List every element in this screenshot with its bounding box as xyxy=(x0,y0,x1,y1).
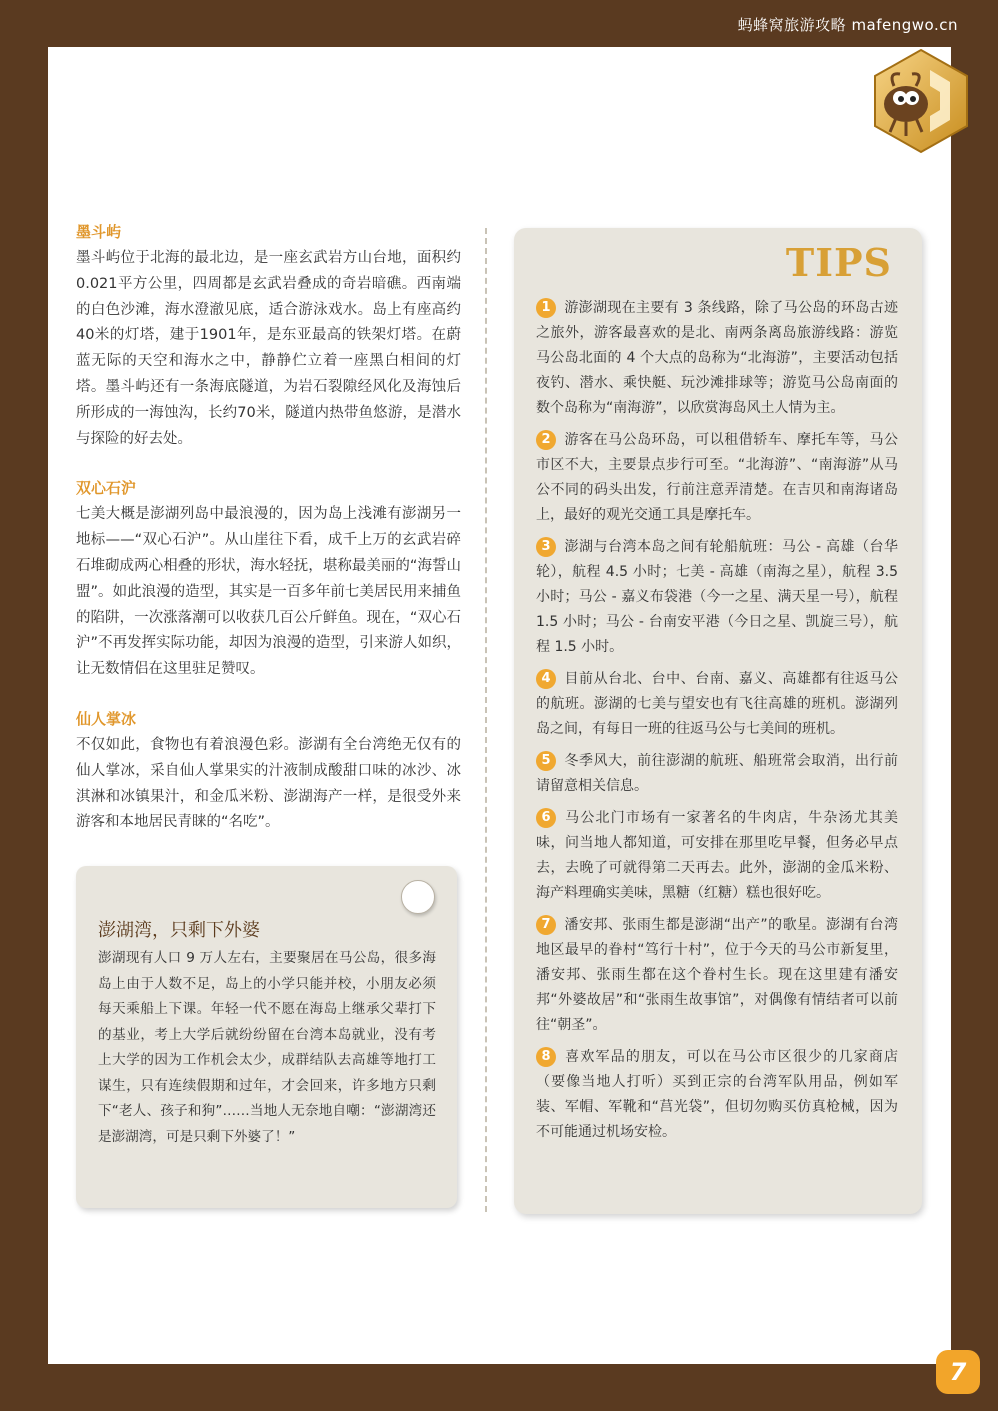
tip-number-badge: 6 xyxy=(536,808,556,828)
section-cactus-ice xyxy=(76,709,461,836)
tip-text: 游客在马公岛环岛，可以租借轿车、摩托车等，马公市区不大，主要景点步行可至。“北海游”、“南海游”从马公不同的码头出发，行前注意弄清楚。在吉贝和南海诸岛上，最好的观光交通工具是摩托车。 xyxy=(536,432,898,523)
note-body: 澎湖现有人口 9 万人左右，主要聚居在马公岛，很多海岛上由于人数不足，岛上的小学只能并校，小朋友必须每天乘船上下课。年轻一代不愿在海岛上继承父辈打下的基业，考上大学后就纷纷留在台湾本岛就业，没有考上大学的因为工作机会太少，成群结队去高雄等地打工谋生，只有连续假期和过年，才会回来，许多地方只剩下“老人、孩子和狗”……当地人无奈地自嘲：“澎湖湾还是澎湖湾，可是只剩下外婆了！” xyxy=(98,950,436,1145)
tips-list xyxy=(536,296,898,1152)
left-column xyxy=(76,222,461,862)
tip-item xyxy=(536,296,898,421)
tips-title: TIPS xyxy=(785,240,892,285)
tip-text: 马公北门市场有一家著名的牛肉店，牛杂汤尤其美味，问当地人都知道，可安排在那里吃早餐，但务必早点去，去晚了可就得第二天再去。此外，澎湖的金瓜米粉、海产料理确实美味，黑糖（红糖）糕也很好吃。 xyxy=(536,810,898,901)
column-divider xyxy=(485,228,487,1212)
section-modouyu xyxy=(76,222,461,452)
tip-item xyxy=(536,428,898,528)
tip-text: 目前从台北、台中、台南、嘉义、高雄都有往返马公的航班。澎湖的七美与望安也有飞往高雄的班机。澎湖列岛之间，有每日一班的往返马公与七美间的班机。 xyxy=(536,671,898,737)
tip-item xyxy=(536,806,898,906)
tip-number-badge: 3 xyxy=(536,537,556,557)
tip-item xyxy=(536,749,898,799)
tip-text: 澎湖与台湾本岛之间有轮船航班：马公 - 高雄（台华轮），航程 4.5 小时；七美 - 高雄（南海之星），航程 3.5 小时；马公 - 嘉义布袋港（今一之星、满天星一号），航程 1.5 小时；马公 - 台南安平港（今日之星、凯旋三号），航程 1.5 小时。 xyxy=(536,539,898,655)
page-number: 7 xyxy=(936,1350,980,1394)
note-title: 澎湖湾，只剩下外婆 xyxy=(98,920,260,941)
tip-text: 潘安邦、张雨生都是澎湖“出产”的歌星。澎湖有台湾地区最早的眷村“笃行十村”，位于今天的马公市新复里，潘安邦、张雨生都在这个眷村生长。现在这里建有潘安邦“外婆故居”和“张雨生故事馆”，对偶像有情结者可以前往“朝圣”。 xyxy=(536,917,898,1033)
section-body: 不仅如此，食物也有着浪漫色彩。澎湖有全台湾绝无仅有的仙人掌冰，采自仙人掌果实的汁液制成酸甜口味的冰沙、冰淇淋和冰镇果汁，和金瓜米粉、澎湖海产一样，是很受外来游客和本地居民青睐的“名吃”。 xyxy=(76,736,461,831)
tip-item xyxy=(536,913,898,1038)
note-card xyxy=(76,866,457,1208)
tip-item xyxy=(536,535,898,660)
tip-number-badge: 4 xyxy=(536,669,556,689)
mafengwo-logo-icon xyxy=(866,46,976,156)
section-shuangxin-shihu xyxy=(76,478,461,683)
tip-number-badge: 7 xyxy=(536,915,556,935)
tip-text: 冬季风大，前往澎湖的航班、船班常会取消，出行前请留意相关信息。 xyxy=(536,753,898,794)
pin-icon xyxy=(401,880,435,914)
section-title: 墨斗屿 xyxy=(76,223,122,241)
section-title: 仙人掌冰 xyxy=(76,709,137,728)
tip-number-badge: 5 xyxy=(536,751,556,771)
section-title: 双心石沪 xyxy=(76,479,137,498)
section-body: 墨斗屿位于北海的最北边，是一座玄武岩方山台地，面积约0.021平方公里，四周都是玄武岩叠成的奇岩暗礁。西南端的白色沙滩，海水澄澈见底，适合游泳戏水。岛上有座高约40米的灯塔，建于1901年，是东亚最高的铁架灯塔。在蔚蓝无际的天空和海水之中，静静伫立着一座黑白相间的灯塔。墨斗屿还有一条海底隧道，为岩石裂隙经风化及海蚀后所形成的一海蚀沟，长约70米，隧道内热带鱼悠游，是潜水与探险的好去处。 xyxy=(76,250,461,447)
brand-text: 蚂蜂窝旅游攻略 mafengwo.cn xyxy=(737,16,958,34)
tip-item xyxy=(536,1045,898,1145)
tips-card xyxy=(514,228,922,1214)
tip-text: 游澎湖现在主要有 3 条线路，除了马公岛的环岛古迹之旅外，游客最喜欢的是北、南两条离岛旅游线路：游览马公岛北面的 4 个大点的岛称为“北海游”，主要活动包括夜钓、潜水、乘快艇、玩沙滩排球等；游览马公岛南面的数个岛称为“南海游”，以欣赏海岛风土人情为主。 xyxy=(536,300,898,416)
tip-number-badge: 2 xyxy=(536,430,556,450)
section-body: 七美大概是澎湖列岛中最浪漫的，因为岛上浅滩有澎湖另一地标——“双心石沪”。从山崖往下看，成千上万的玄武岩碎石堆砌成两心相叠的形状，海水轻抚，堪称最美丽的“海誓山盟”。如此浪漫的造型，其实是一百多年前七美居民用来捕鱼的陷阱，一次涨落潮可以收获几百公斤鲜鱼。现在，“双心石沪”不再发挥实际功能，却因为浪漫的造型，引来游人如织，让无数情侣在这里驻足赞叹。 xyxy=(76,506,461,678)
tip-number-badge: 8 xyxy=(536,1047,556,1067)
tip-item xyxy=(536,667,898,742)
tip-number-badge: 1 xyxy=(536,298,556,318)
tip-text: 喜欢军品的朋友，可以在马公市区很少的几家商店（要像当地人打听）买到正宗的台湾军队用品，例如军装、军帽、军靴和“莒光袋”，但切勿购买仿真枪械，因为不可能通过机场安检。 xyxy=(536,1049,898,1140)
